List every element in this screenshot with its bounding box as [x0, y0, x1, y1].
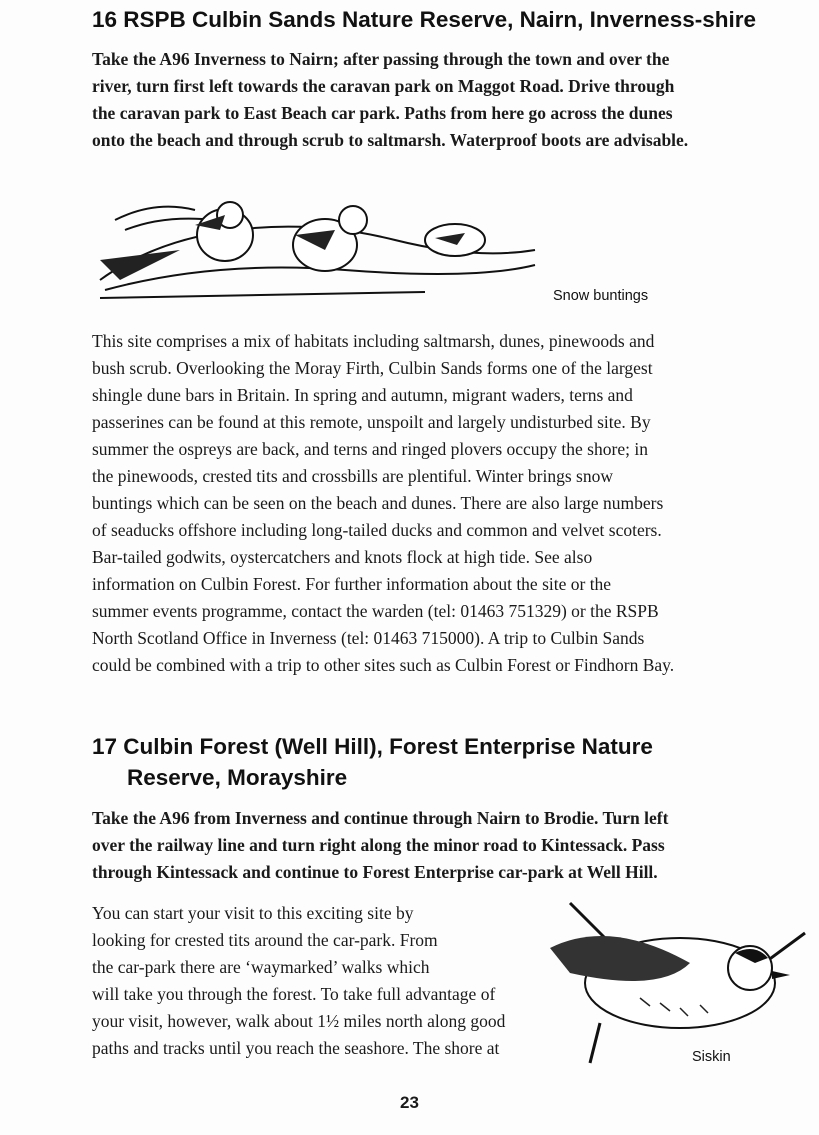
text-line: looking for crested tits around the car-park. From: [92, 930, 438, 950]
section-17-body: [92, 900, 505, 1062]
text-line: buntings which can be seen on the beach and dunes. There are also large numbers: [92, 493, 664, 513]
text-line: Take the A96 Inverness to Nairn; after passing through the town and over the: [92, 49, 670, 69]
text-line: summer events programme, contact the warden (tel: 01463 751329) or the RSPB: [92, 601, 659, 621]
snow-buntings-illustration: [95, 180, 540, 302]
text-line: bush scrub. Overlooking the Moray Firth, Culbin Sands forms one of the largest: [92, 358, 653, 378]
text-line: through Kintessack and continue to Forest Enterprise car-park at Well Hill.: [92, 862, 658, 882]
text-line: will take you through the forest. To take full advantage of: [92, 984, 496, 1004]
text-line: could be combined with a trip to other sites such as Culbin Forest or Findhorn Bay.: [92, 655, 675, 675]
snow-buntings-caption: Snow buntings: [553, 288, 649, 304]
siskin-illustration: [510, 893, 810, 1073]
siskin-caption: Siskin: [692, 1049, 731, 1065]
text-line: Take the A96 from Inverness and continue through Nairn to Brodie. Turn left: [92, 808, 669, 828]
text-line: the caravan park to East Beach car park. Paths from here go across the dunes: [92, 103, 673, 123]
text-line: paths and tracks until you reach the seashore. The shore at: [92, 1038, 500, 1058]
text-line: the pinewoods, crested tits and crossbills are plentiful. Winter brings snow: [92, 466, 613, 486]
page-number: 23: [400, 1093, 419, 1112]
section-16-directions: [92, 46, 688, 154]
text-line: over the railway line and turn right along the minor road to Kintessack. Pass: [92, 835, 665, 855]
text-line: onto the beach and through scrub to saltmarsh. Waterproof boots are advisable.: [92, 130, 689, 150]
text-line: North Scotland Office in Inverness (tel: 01463 715000). A trip to Culbin Sands: [92, 628, 645, 648]
section-16-title: 16 RSPB Culbin Sands Nature Reserve, Nairn, Inverness-shire: [92, 7, 756, 32]
title-line: 17 Culbin Forest (Well Hill), Forest Enterprise Nature: [92, 734, 653, 759]
text-line: You can start your visit to this exciting site by: [92, 903, 414, 923]
text-line: your visit, however, walk about 1½ miles north along good: [92, 1011, 506, 1031]
text-line: shingle dune bars in Britain. In spring and autumn, migrant waders, terns and: [92, 385, 633, 405]
text-line: the car-park there are ‘waymarked’ walks which: [92, 957, 430, 977]
text-line: summer the ospreys are back, and terns and ringed plovers occupy the shore; in: [92, 439, 648, 459]
section-16-body: [92, 328, 674, 679]
text-line: Bar-tailed godwits, oystercatchers and knots flock at high tide. See also: [92, 547, 593, 567]
text-line: This site comprises a mix of habitats including saltmarsh, dunes, pinewoods and: [92, 331, 655, 351]
section-17-title: [92, 731, 653, 793]
text-line: river, turn first left towards the caravan park on Maggot Road. Drive through: [92, 76, 675, 96]
title-line: Reserve, Morayshire: [127, 765, 348, 790]
section-17-directions: [92, 805, 668, 886]
text-line: of seaducks offshore including long-tailed ducks and common and velvet scoters.: [92, 520, 662, 540]
text-line: information on Culbin Forest. For further information about the site or the: [92, 574, 612, 594]
text-line: passerines can be found at this remote, unspoilt and largely undisturbed site. By: [92, 412, 651, 432]
